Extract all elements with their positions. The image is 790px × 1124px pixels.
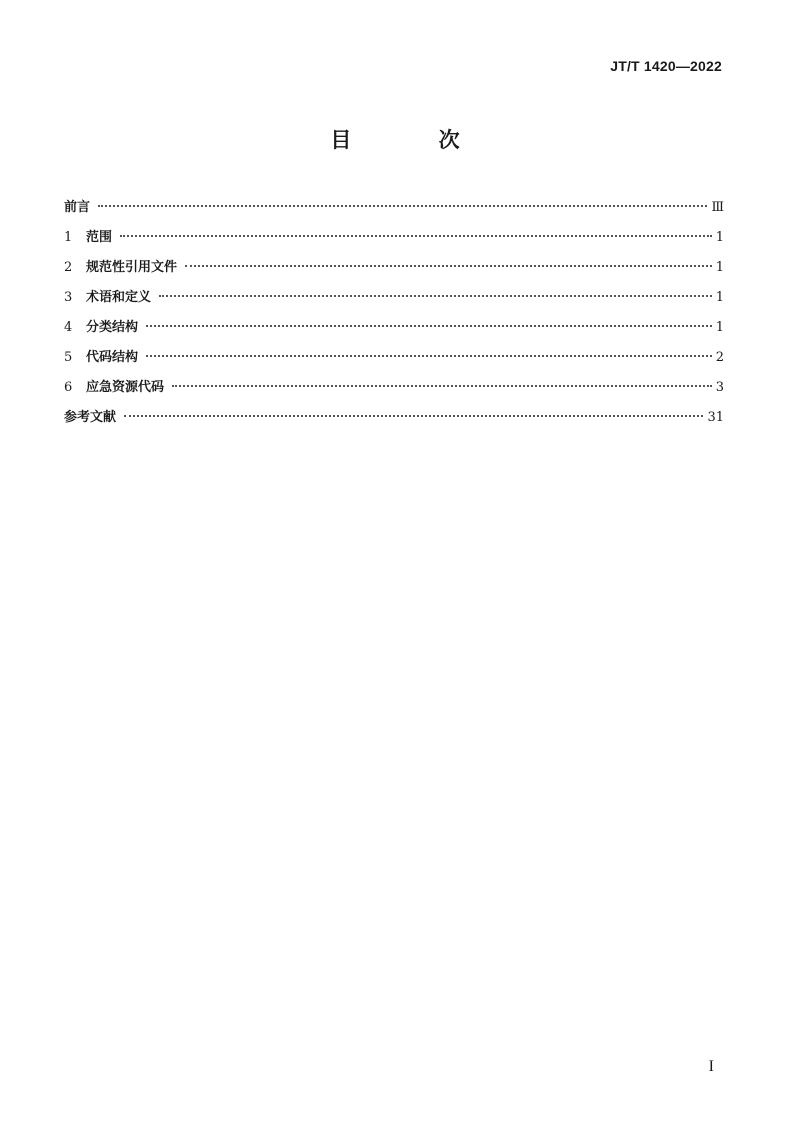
toc-dot-leader — [124, 415, 703, 417]
toc-entry-page: 2 — [715, 350, 724, 365]
toc-entry-page: 1 — [715, 290, 724, 305]
toc-entry-page: 31 — [707, 410, 724, 425]
toc-entry-label: 分类结构 — [86, 320, 139, 335]
toc-entry-page: 1 — [715, 230, 724, 245]
toc-entry-page: 1 — [715, 320, 724, 335]
toc-entry-foreword[interactable] — [64, 193, 724, 223]
toc-entry-page: 1 — [715, 260, 724, 275]
toc-entry-number: 3 — [64, 290, 73, 305]
page-number: I — [708, 1058, 714, 1075]
toc-entry-label: 前言 — [64, 200, 91, 215]
toc-entry-label: 代码结构 — [86, 350, 139, 365]
toc-entry-number: 2 — [64, 260, 73, 275]
toc-entry-label: 参考文献 — [64, 410, 117, 425]
toc-entry-classification-structure[interactable] — [64, 313, 724, 343]
standard-number: JT/T 1420—2022 — [610, 58, 722, 74]
toc-entry-page: Ⅲ — [711, 200, 724, 215]
toc-entry-number: 4 — [64, 320, 73, 335]
toc-dot-leader — [146, 325, 712, 327]
toc-entry-number: 1 — [64, 230, 73, 245]
toc-entry-scope[interactable] — [64, 223, 724, 253]
toc-entry-terms-definitions[interactable] — [64, 283, 724, 313]
toc-entry-label: 术语和定义 — [86, 290, 152, 305]
toc-entry-label: 规范性引用文件 — [86, 260, 178, 275]
toc-entry-bibliography[interactable] — [64, 403, 724, 433]
toc-entry-label: 应急资源代码 — [86, 380, 165, 395]
toc-dot-leader — [146, 355, 712, 357]
toc-dot-leader — [120, 235, 712, 237]
table-of-contents — [64, 193, 724, 433]
toc-entry-page: 3 — [715, 380, 724, 395]
toc-entry-number: 6 — [64, 380, 73, 395]
toc-dot-leader — [172, 385, 712, 387]
toc-entry-normative-references[interactable] — [64, 253, 724, 283]
page-title: 目 次 — [330, 128, 500, 152]
toc-entry-code-structure[interactable] — [64, 343, 724, 373]
toc-dot-leader — [185, 265, 712, 267]
toc-entry-number: 5 — [64, 350, 73, 365]
toc-dot-leader — [159, 295, 712, 297]
toc-dot-leader — [98, 205, 707, 207]
toc-entry-emergency-resource-codes[interactable] — [64, 373, 724, 403]
toc-entry-label: 范围 — [86, 230, 113, 245]
